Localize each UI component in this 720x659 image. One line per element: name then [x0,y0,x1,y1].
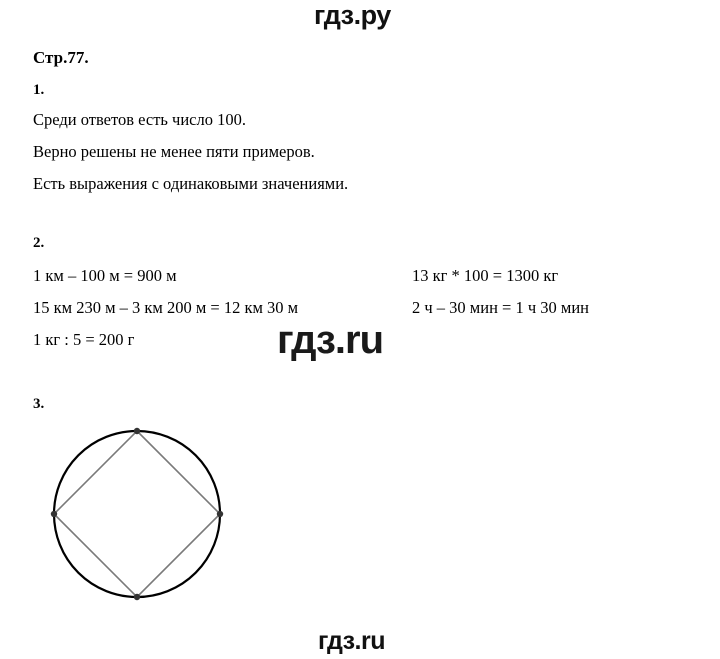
circle-shape [54,431,220,597]
task-1-line-2: Верно решены не менее пяти примеров. [33,142,315,161]
task-2-col2-line-2: 2 ч – 30 мин = 1 ч 30 мин [412,298,589,317]
vertex-top-dot [134,428,140,434]
task-2-col1-line-3: 1 кг : 5 = 200 г [33,330,135,349]
task-2-col2-line-1: 13 кг * 100 = 1300 кг [412,266,559,285]
vertex-right-dot [217,511,223,517]
task-1-number: 1. [33,82,45,98]
site-watermark-middle: гдз.ru [277,318,384,362]
task-1-line-3: Есть выражения с одинаковыми значениями. [33,174,349,193]
vertex-left-dot [51,511,57,517]
task-3-figure [47,424,227,604]
task-3-number: 3. [33,396,45,412]
circle-with-inscribed-square-icon [47,424,227,604]
task-2-col1-line-1: 1 км – 100 м = 900 м [33,266,177,285]
page-label: Стр.77. [33,48,89,67]
task-2-number: 2. [33,235,45,251]
task-2-col1-line-2: 15 км 230 м – 3 км 200 м = 12 км 30 м [33,298,299,317]
vertex-bottom-dot [134,594,140,600]
site-logo-top: гдз.ру [314,0,391,30]
site-logo-bottom: гдз.ru [318,627,386,655]
task-1-line-1: Среди ответов есть число 100. [33,110,246,129]
